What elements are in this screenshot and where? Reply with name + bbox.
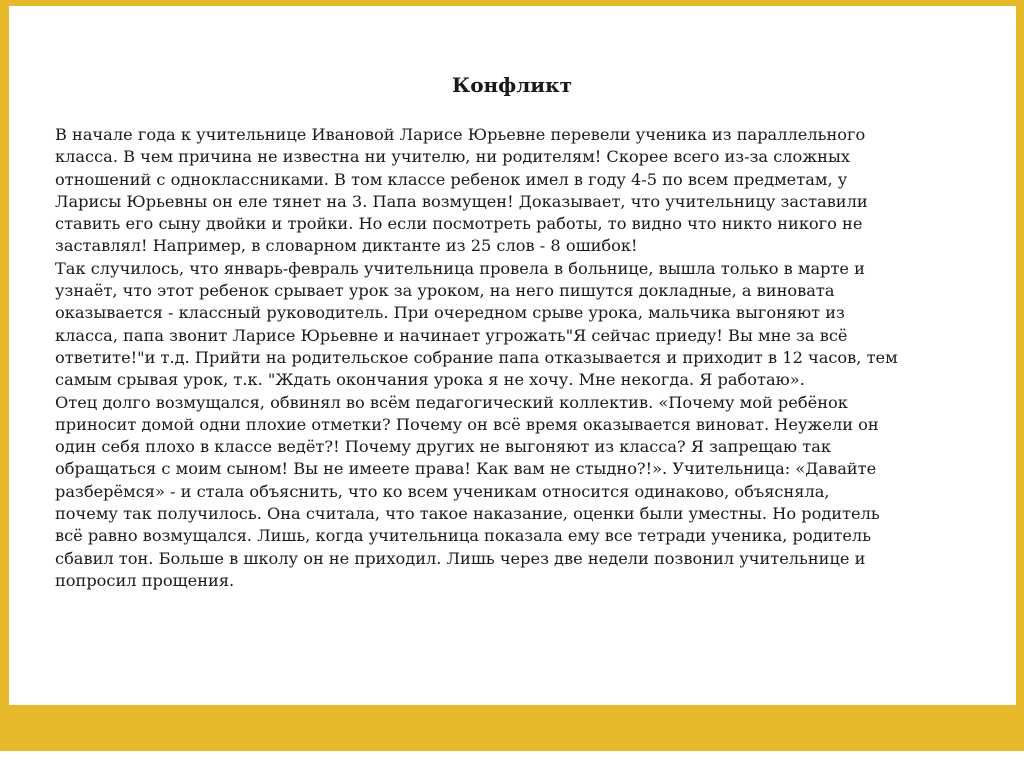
- slide-body-text: В начале года к учительнице Ивановой Ларисе Юрьевне перевели ученика из параллельного класса. В чем причина не известна ни учителю, ни родителям! Скорее всего из-за сложных отношений с одноклассниками. В том классе ребенок имел в году 4-5 по всем предметам, у Ларисы Юрьевны он еле тянет на 3. Папа возмущен! Доказывает, что учительницу заставили ставить его сыну двойки и тройки. Но если посмотреть работы, то видно что никто никого не заставлял! Например, в словарном диктанте из 25 слов - 8 ошибок! Так случилось, что январь-февраль учительница провела в больнице, вышла только в марте и узнаёт, что этот ребенок срывает урок за уроком, на него пишутся докладные, а виновата оказывается - классный руководитель. При очередном срыве урока, мальчика выгоняют из класса, папа звонит Ларисе Юрьевне и начинает угрожать"Я сейчас приеду! Вы мне за всё ответите!"и т.д. Прийти на родительское собрание папа отказывается и приходит в 12 часов, тем самым срывая урок, т.к. "Ждать окончания урока я не хочу. Мне некогда. Я работаю». Отец долго возмущался, обвинял во всём педагогический коллектив. «Почему мой ребёнок приносит домой одни плохие отметки? Почему он всё время оказывается виноват. Неужели он один себя плохо в классе ведёт?! Почему других не выгоняют из класса? Я запрещаю так обращаться с моим сыном! Вы не имеете права! Как вам не стыдно?!». Учительница: «Давайте разберёмся» - и стала объяснить, что ко всем ученикам относится одинаково, объясняла, почему так получилось. Она считала, что такое наказание, оценки были уместны. Но родитель всё равно возмущался. Лишь, когда учительница показала ему все тетради ученика, родитель сбавил тон. Больше в школу он не приходил. Лишь через две недели позвонил учительнице и попросил прощения.: [55, 125, 898, 590]
- slide-title: Конфликт: [452, 73, 572, 97]
- footer-band: [0, 705, 1024, 751]
- frame-top-border: [0, 0, 1024, 6]
- frame-right-border: [1016, 0, 1024, 705]
- frame-left-border: [0, 0, 9, 705]
